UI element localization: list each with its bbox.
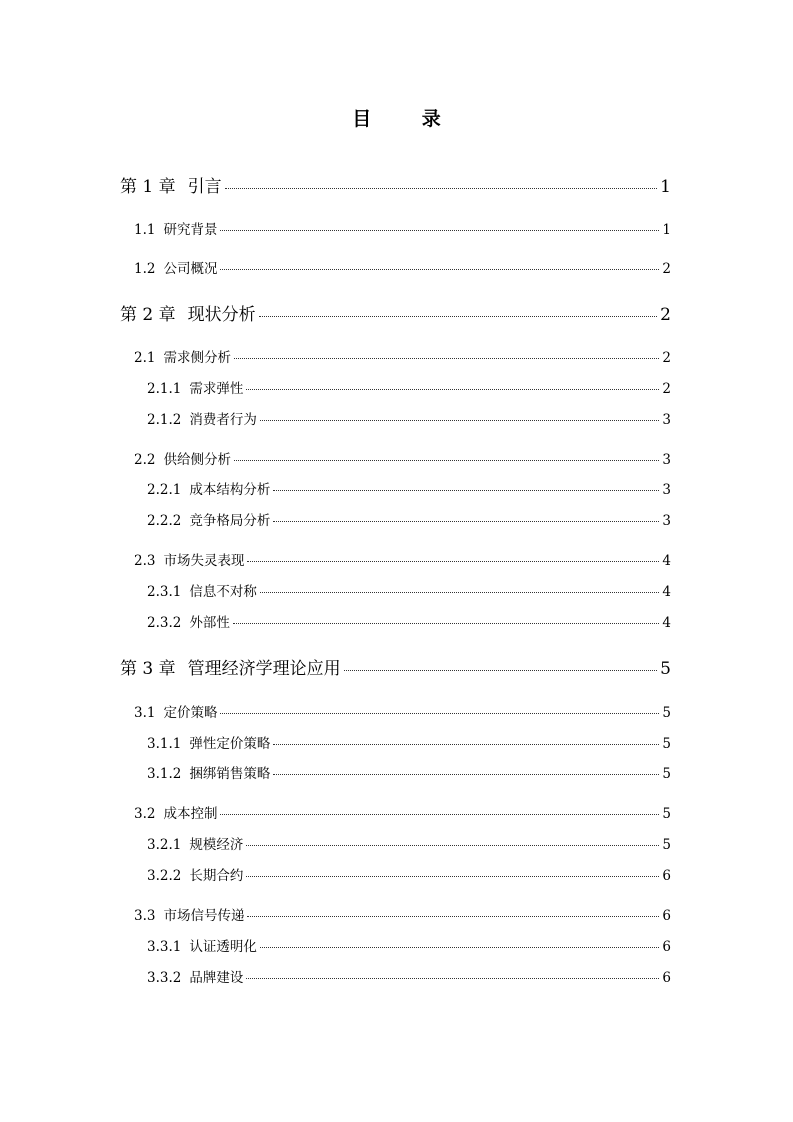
- toc-entry-title: 现状分析: [187, 305, 256, 325]
- toc-entry-number: 2.2: [134, 452, 156, 468]
- toc-entry-page: 4: [662, 615, 671, 631]
- toc-entry-title: 供给侧分析: [163, 452, 231, 468]
- toc-entry-number: 1.1: [134, 222, 156, 238]
- toc-entry-number: 2.3.2: [147, 615, 182, 631]
- leader-dots: [260, 592, 660, 593]
- toc-entry-page: 6: [662, 970, 671, 986]
- toc-entry-page: 1: [660, 177, 671, 197]
- leader-dots: [247, 561, 659, 562]
- toc-entry-section-3-2[interactable]: [134, 802, 671, 822]
- toc-entry-section-2-2[interactable]: [134, 448, 671, 468]
- toc-entry-title: 弹性定价策略: [189, 736, 271, 752]
- toc-entry-title: 公司概况: [163, 261, 218, 277]
- toc-entry-page: 5: [662, 766, 671, 782]
- leader-dots: [273, 521, 659, 522]
- toc-entry-number: 3.3.2: [147, 970, 182, 986]
- leader-dots: [234, 358, 659, 359]
- toc-entry-chapter-1[interactable]: [120, 172, 671, 197]
- leader-dots: [344, 670, 658, 671]
- toc-entry-number: 3.2.2: [147, 868, 182, 884]
- toc-entry-title: 竞争格局分析: [189, 513, 271, 529]
- toc-entry-section-3-3[interactable]: [134, 904, 671, 924]
- toc-entry-number: 2.1.2: [147, 412, 182, 428]
- toc-entry-number: 3.1: [134, 705, 156, 721]
- toc-entry-page: 5: [660, 659, 671, 679]
- toc-entry-page: 2: [662, 381, 671, 397]
- toc-entry-number: 3.1.1: [147, 736, 182, 752]
- toc-entry-title: 规模经济: [189, 837, 244, 853]
- toc-entry-number: 2.3: [134, 553, 156, 569]
- toc-entry-number: 3.3.1: [147, 939, 182, 955]
- leader-dots: [273, 774, 659, 775]
- toc-entry-section-2-1[interactable]: [134, 346, 671, 366]
- toc-entry-page: 6: [662, 908, 671, 924]
- leader-dots: [225, 188, 658, 189]
- toc-entry-title: 市场信号传递: [163, 908, 245, 924]
- leader-dots: [234, 460, 659, 461]
- leader-dots: [220, 269, 659, 270]
- toc-entry-title: 成本控制: [163, 806, 218, 822]
- toc-entry-title: 消费者行为: [189, 412, 257, 428]
- toc-entry-number: 1.2: [134, 261, 156, 277]
- toc-entry-subsection-3-1-1[interactable]: [147, 732, 671, 752]
- leader-dots: [246, 876, 659, 877]
- toc-entry-section-1-1[interactable]: [134, 218, 671, 238]
- leader-dots: [220, 230, 659, 231]
- toc-entry-number: 2.1: [134, 350, 156, 366]
- toc-title: 目 录: [352, 108, 463, 130]
- toc-entry-subsection-2-3-1[interactable]: [147, 580, 671, 600]
- toc-entry-page: 6: [662, 939, 671, 955]
- toc-entry-subsection-2-2-2[interactable]: [147, 509, 671, 529]
- toc-entry-chapter-2[interactable]: [120, 300, 671, 325]
- leader-dots: [246, 389, 659, 390]
- toc-entry-page: 1: [662, 222, 671, 238]
- leader-dots: [260, 947, 660, 948]
- toc-entry-title: 认证透明化: [189, 939, 257, 955]
- toc-entry-page: 3: [662, 513, 671, 529]
- leader-dots: [273, 490, 659, 491]
- leader-dots: [220, 713, 659, 714]
- toc-entry-page: 2: [662, 261, 671, 277]
- toc-entry-title: 管理经济学理论应用: [187, 659, 341, 679]
- toc-entry-title: 市场失灵表现: [163, 553, 245, 569]
- toc-entry-number: 3.2.1: [147, 837, 182, 853]
- toc-entry-number: 第 1 章: [120, 177, 176, 197]
- leader-dots: [247, 916, 659, 917]
- toc-entry-page: 3: [662, 412, 671, 428]
- toc-entry-page: 5: [662, 837, 671, 853]
- toc-entry-number: 3.3: [134, 908, 156, 924]
- toc-entry-page: 3: [662, 452, 671, 468]
- toc-entry-page: 2: [660, 305, 671, 325]
- toc-entry-title: 定价策略: [163, 705, 218, 721]
- toc-entry-subsection-3-3-1[interactable]: [147, 935, 671, 955]
- toc-entry-subsection-2-1-2[interactable]: [147, 408, 671, 428]
- leader-dots: [273, 744, 659, 745]
- leader-dots: [259, 316, 658, 317]
- toc-entry-section-1-2[interactable]: [134, 257, 671, 277]
- leader-dots: [246, 978, 659, 979]
- toc-entry-subsection-3-1-2[interactable]: [147, 762, 671, 782]
- toc-entry-section-3-1[interactable]: [134, 701, 671, 721]
- toc-entry-title: 需求弹性: [189, 381, 244, 397]
- toc-entry-page: 2: [662, 350, 671, 366]
- toc-entry-section-2-3[interactable]: [134, 549, 671, 569]
- toc-entry-number: 2.1.1: [147, 381, 182, 397]
- toc-entry-page: 3: [662, 482, 671, 498]
- toc-entry-page: 5: [662, 736, 671, 752]
- toc-entry-page: 5: [662, 806, 671, 822]
- toc-entry-page: 4: [662, 553, 671, 569]
- toc-entry-chapter-3[interactable]: [120, 654, 671, 679]
- toc-entry-subsection-2-2-1[interactable]: [147, 478, 671, 498]
- leader-dots: [260, 420, 660, 421]
- leader-dots: [246, 845, 659, 846]
- toc-entry-title: 需求侧分析: [163, 350, 231, 366]
- toc-entry-page: 6: [662, 868, 671, 884]
- toc-entry-title: 研究背景: [163, 222, 218, 238]
- toc-entry-title: 外部性: [189, 615, 230, 631]
- toc-entry-number: 2.3.1: [147, 584, 182, 600]
- toc-entry-page: 5: [662, 705, 671, 721]
- toc-entry-number: 2.2.1: [147, 482, 182, 498]
- toc-entry-title: 信息不对称: [189, 584, 257, 600]
- toc-entry-title: 长期合约: [189, 868, 244, 884]
- toc-entry-subsection-2-3-2[interactable]: [147, 611, 671, 631]
- toc-entry-title: 引言: [187, 177, 222, 197]
- toc-entry-number: 3.1.2: [147, 766, 182, 782]
- toc-entry-subsection-3-2-1[interactable]: [147, 833, 671, 853]
- leader-dots: [220, 814, 659, 815]
- toc-entry-number: 2.2.2: [147, 513, 182, 529]
- toc-entry-subsection-2-1-1[interactable]: [147, 377, 671, 397]
- toc-entry-subsection-3-3-2[interactable]: [147, 966, 671, 986]
- toc-entry-title: 成本结构分析: [189, 482, 271, 498]
- toc-entry-title: 品牌建设: [189, 970, 244, 986]
- toc-entry-title: 捆绑销售策略: [189, 766, 271, 782]
- toc-entry-number: 3.2: [134, 806, 156, 822]
- toc-entry-subsection-3-2-2[interactable]: [147, 864, 671, 884]
- toc-entry-number: 第 2 章: [120, 305, 176, 325]
- toc-entry-number: 第 3 章: [120, 659, 176, 679]
- leader-dots: [233, 623, 660, 624]
- toc-entry-page: 4: [662, 584, 671, 600]
